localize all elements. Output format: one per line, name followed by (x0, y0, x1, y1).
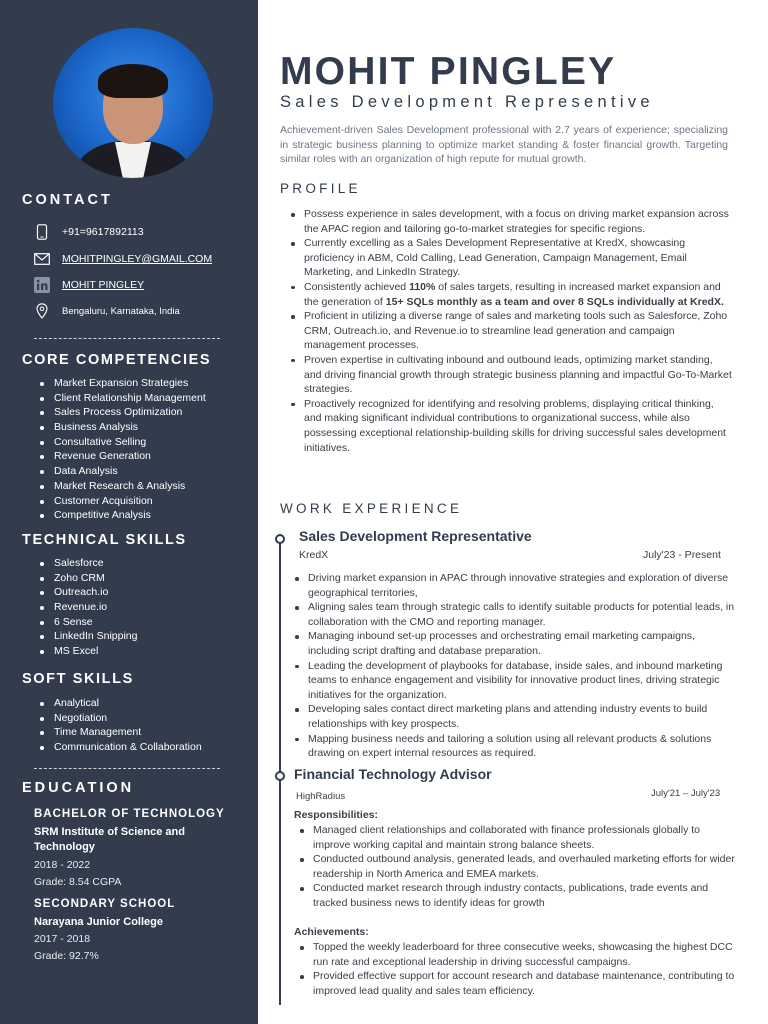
technical-skill-item: Revenue.io (38, 600, 137, 615)
technical-skill-item: Outreach.io (38, 585, 137, 600)
linkedin-link[interactable]: MOHIT PINGLEY (62, 279, 145, 291)
education-degree: SECONDARY SCHOOL (34, 898, 176, 910)
education-institute: SRM Institute of Science and Technology (34, 826, 185, 853)
soft-skill-item: Communication & Collaboration (38, 740, 202, 755)
achievements-list (297, 940, 737, 998)
technical-skill-item: Salesforce (38, 556, 137, 571)
profile-photo (53, 28, 213, 178)
responsibility-item: Conducted market research through industry contacts, publications, trade events and tracked business news to identify ideas for growth (297, 881, 737, 910)
profile-highlight: 15+ SQLs monthly as a team and over 8 SQLs individually at KredX. (385, 295, 724, 308)
job-company: HighRadius (296, 791, 346, 802)
contact-location (34, 303, 180, 319)
achievement-item: Provided effective support for account research and database maintenance, contributing to improved lead quality and sales team efficiency. (297, 969, 737, 998)
responsibilities-list (297, 823, 737, 911)
envelope-icon (34, 251, 50, 267)
technical-skill-item: Zoho CRM (38, 571, 137, 586)
competency-item: Sales Process Optimization (38, 405, 206, 420)
responsibility-item: Conducted outbound analysis, generated leads, and overhauled marketing efforts for wider readership in North America and EMEA markets. (297, 852, 737, 881)
photo-hair (98, 64, 168, 98)
email-link[interactable]: MOHITPINGLEY@GMAIL.COM (62, 253, 213, 265)
education-grade: Grade: 8.54 CGPA (34, 876, 122, 888)
technical-skills-heading: TECHNICAL SKILLS (22, 532, 187, 548)
timeline-dot (275, 771, 285, 781)
competency-item: Customer Acquisition (38, 494, 206, 509)
technical-skills-list (38, 556, 137, 659)
competencies-list (38, 376, 206, 523)
education-grade: Grade: 92.7% (34, 950, 99, 962)
technical-skill-item: 6 Sense (38, 615, 137, 630)
job-dates: July'23 - Present (643, 549, 721, 561)
education-degree: BACHELOR OF TECHNOLOGY (34, 808, 225, 820)
competency-item: Business Analysis (38, 420, 206, 435)
contact-email (34, 251, 212, 267)
responsibility-item: Managed client relationships and collaborated with finance professionals globally to improve working capital and maintain strong balance sheets. (297, 823, 737, 852)
job-duty-item: Driving market expansion in APAC through innovative strategies and exploration of diverse geographical territories, (292, 571, 738, 600)
location-text: Bengaluru, Karnataka, India (62, 305, 180, 317)
profile-item (288, 280, 733, 309)
education-heading: EDUCATION (22, 780, 135, 796)
divider (34, 768, 220, 769)
profile-list (288, 207, 733, 455)
profile-text: Consistently achieved (304, 280, 410, 293)
competencies-heading: CORE COMPETENCIES (22, 352, 212, 368)
location-pin-icon (34, 303, 50, 319)
profile-item: Proficient in utilizing a diverse range of sales and marketing tools such as Salesforce, Zoho CRM, Outreach.io, and Revenue.io to streamline lead generation and campaign management processes. (288, 309, 733, 353)
education-years: 2018 - 2022 (34, 859, 91, 871)
job-company: KredX (299, 549, 329, 561)
competency-item: Revenue Generation (38, 449, 206, 464)
job-duty-item: Mapping business needs and tailoring a solution using all relevant products & solutions drawing on expert internal resources as required. (292, 732, 738, 761)
profile-heading: PROFILE (280, 181, 361, 196)
full-name: MOHIT PINGLEY (280, 50, 617, 93)
achievement-item: Topped the weekly leaderboard for three consecutive weeks, showcasing the highest DCC run rate and exceptional leadership in driving successful campaigns. (297, 940, 737, 969)
profile-item: Possess experience in sales development, with a focus on driving market expansion across the APAC region and tailoring go-to-market strategies for specific regions. (288, 207, 733, 236)
responsibilities-heading: Responsibilities: (294, 809, 379, 821)
job-duty-item: Developing sales contact direct marketing plans and attending industry events to build relationships with key prospects. (292, 702, 738, 731)
competency-item: Client Relationship Management (38, 391, 206, 406)
soft-skill-item: Negotiation (38, 711, 202, 726)
summary-text: Achievement-driven Sales Development professional with 2.7 years of experience; specializing in strategic business planning to optimize market standing & foster financial growth. Targeting similar roles with an organization of high repute for mutual growth. (280, 124, 728, 165)
education-institute: Narayana Junior College (34, 916, 163, 928)
linkedin-icon (34, 277, 50, 293)
competency-item: Data Analysis (38, 464, 206, 479)
competency-item: Competitive Analysis (38, 508, 206, 523)
profile-highlight: 110% (409, 280, 436, 293)
education-years: 2017 - 2018 (34, 933, 91, 945)
soft-skill-item: Time Management (38, 725, 202, 740)
profile-item: Proven expertise in cultivating inbound and outbound leads, optimizing market standing, and driving financial growth through strategic business planning and impactful Go-To-Market strategies. (288, 353, 733, 397)
achievements-heading: Achievements: (294, 926, 369, 938)
contact-linkedin (34, 277, 144, 293)
job-role: Sales Development Representive (280, 93, 654, 111)
profile-text: of sales targets, resulting in increased market expansion and the generation of (304, 280, 721, 308)
profile-item: Proactively recognized for identifying and resolving problems, displaying critical thinking, and making significant individual contributions to organizational success, while also possessing exceptional relationship-building skills for driving successful sales development initiatives. (288, 397, 733, 455)
contact-phone (34, 224, 144, 240)
job-dates: July'21 – July'23 (651, 788, 721, 799)
job-title: Sales Development Representative (299, 528, 532, 544)
job-duty-item: Leading the development of playbooks for database, inside sales, and inbound marketing teams to enhance engagement and visibility for innovative product lines, driving strategic initiatives for the organization. (292, 659, 738, 703)
timeline-dot (275, 534, 285, 544)
soft-skills-heading: SOFT SKILLS (22, 671, 134, 687)
work-experience-heading: WORK EXPERIENCE (280, 501, 463, 516)
contact-heading: CONTACT (22, 192, 113, 208)
competency-item: Consultative Selling (38, 435, 206, 450)
divider (34, 338, 220, 339)
phone-icon (34, 224, 50, 240)
technical-skill-item: LinkedIn Snipping (38, 629, 137, 644)
job-title: Financial Technology Advisor (294, 766, 492, 782)
phone-number[interactable]: +91=9617892113 (62, 226, 144, 238)
soft-skill-item: Analytical (38, 696, 202, 711)
technical-skill-item: MS Excel (38, 644, 137, 659)
sidebar (0, 0, 258, 1024)
job-duty-item: Aligning sales team through strategic calls to identify suitable products for potential leads, in collaboration with the CMO and reporting manager. (292, 600, 738, 629)
profile-item: Currently excelling as a Sales Development Representative at KredX, showcasing proficiency in ABM, Cold Calling, Lead Generation, Campaign Management, Email Marketing, and LinkedIn Strategy. (288, 236, 733, 280)
job-duty-item: Managing inbound set-up processes and orchestrating email marketing campaigns, including script drafting and database preparation. (292, 629, 738, 658)
competency-item: Market Research & Analysis (38, 479, 206, 494)
soft-skills-list (38, 696, 202, 755)
competency-item: Market Expansion Strategies (38, 376, 206, 391)
job-duties-list (292, 571, 738, 761)
